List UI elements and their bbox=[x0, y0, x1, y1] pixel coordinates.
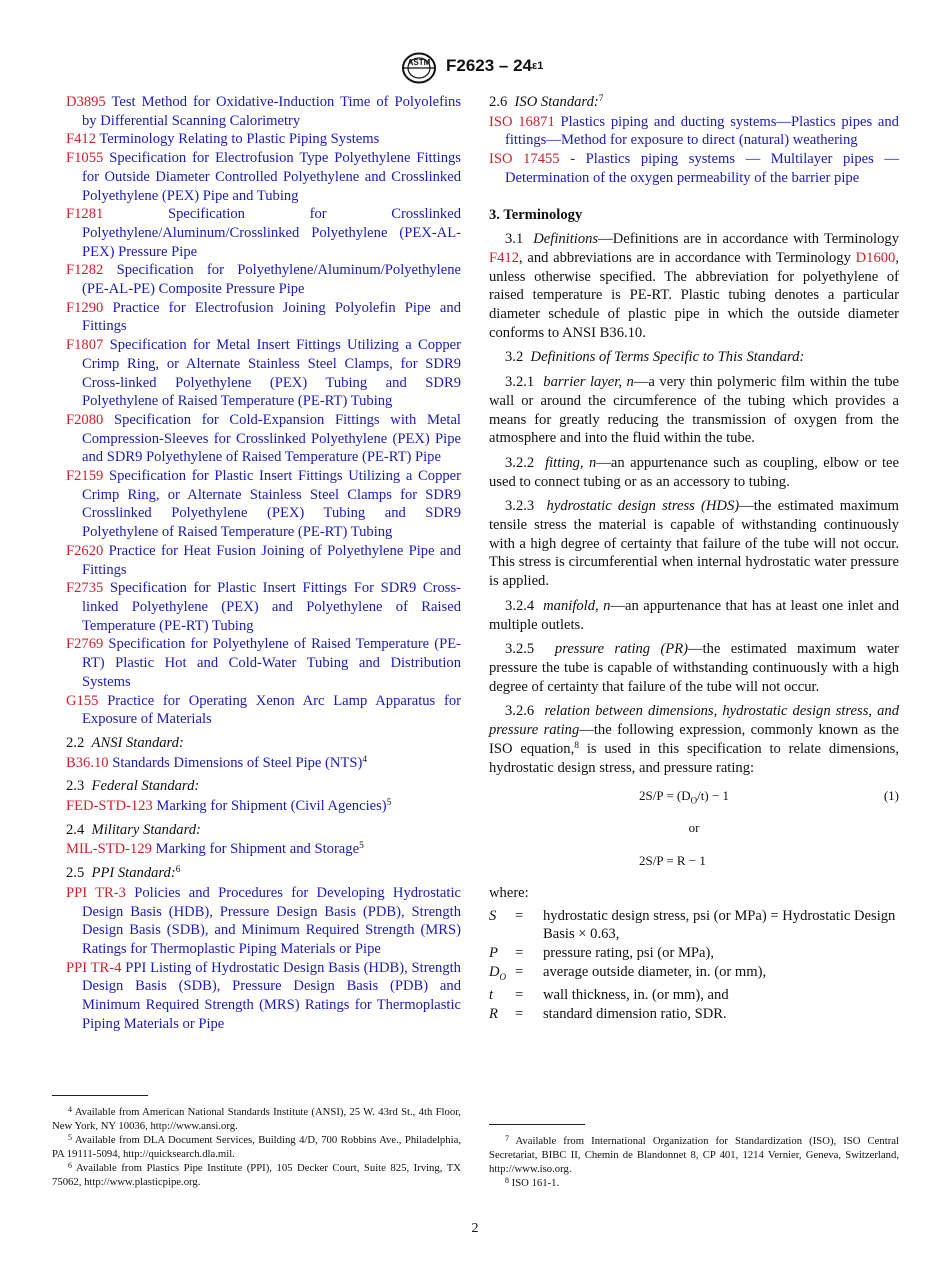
footnote bbox=[52, 1133, 461, 1161]
footnote-rule-right bbox=[489, 1124, 585, 1125]
variable-description: average outside diameter, in. (or mm), bbox=[543, 963, 767, 980]
footnote bbox=[489, 1134, 899, 1176]
paragraph-3-2-6: 3.2.6 relation between dimensions, hydrostatic design stress, and pressure rating—the following expression, commonly known as the ISO equation,$^8$ is used in this specification to relate dimensions, hydrostatic design stress, and pressure rating: bbox=[489, 703, 900, 776]
reference-item[interactable] bbox=[66, 261, 461, 298]
definition-text: —an appurtenance such as coupling, elbow or tee used to connect tubing or as an accessory to tubing. bbox=[489, 454, 899, 490]
reference-item[interactable] bbox=[66, 692, 461, 729]
footnote-number: 5 bbox=[68, 1133, 72, 1142]
variable-row bbox=[489, 986, 899, 1005]
footnote bbox=[52, 1161, 461, 1189]
reference-title: Practice for Heat Fusion Joining of Polyethylene Pipe and Fittings bbox=[82, 542, 461, 578]
reference-title: Practice for Electrofusion Joining Polyolefin Pipe and Fittings bbox=[82, 299, 461, 335]
reference-id: F1055 bbox=[66, 150, 104, 167]
reference-item[interactable]: B36.10 Standards Dimensions of Steel Pipe (NTS)$^4$ bbox=[66, 754, 368, 771]
variable-description: hydrostatic design stress, psi (or MPa) = Hydrostatic Design Basis × 0.63, bbox=[543, 907, 896, 943]
page-header bbox=[0, 50, 950, 84]
reference-id: F2620 bbox=[66, 542, 104, 559]
variable-symbol bbox=[489, 963, 515, 987]
reference-title: Specification for Cold-Expansion Fittings with Metal Compression-Sleeves for Crosslinked Polyethylene (PEX) Pipe and SDR9 Polyethylene of Raised Temperature (PE-RT) Pipe bbox=[82, 411, 461, 466]
reference-title: Terminology Relating to Plastic Piping Systems bbox=[99, 131, 380, 148]
reference-id: F2080 bbox=[66, 411, 104, 428]
page-number: 2 bbox=[471, 1221, 479, 1236]
reference-id: D3895 bbox=[66, 94, 106, 110]
reference-title: Practice for Operating Xenon Arc Lamp Apparatus for Exposure of Materials bbox=[82, 692, 461, 728]
reference-item[interactable]: PPI TR-4 PPI Listing of Hydrostatic Design Basis (HDB), Strength Design Basis (SDB), Pressure Design Basis (PDB) and Minimum Required Strength (MRS) Ratings for Thermoplastic Piping Materials or Pipe bbox=[66, 959, 461, 1032]
footnote-text: ISO 161-1. bbox=[511, 1177, 560, 1189]
reference-item[interactable] bbox=[66, 579, 461, 635]
definition-term: manifold, n bbox=[543, 597, 611, 614]
ansi-heading: 2.2 ANSI Standard: bbox=[66, 734, 184, 751]
right-column bbox=[489, 93, 899, 1024]
variable-description: wall thickness, in. (or mm), and bbox=[543, 987, 729, 1004]
footnotes-right bbox=[489, 1134, 899, 1190]
reference-id: F1282 bbox=[66, 262, 104, 279]
variable-row bbox=[489, 963, 899, 987]
paragraph-3-2: 3.2 Definitions of Terms Specific to This Standard: bbox=[505, 349, 805, 366]
logo-text: ASTM bbox=[407, 58, 431, 67]
reference-title: Test Method for Oxidative-Induction Time of Polyolefins by Differential Scanning Calorimetry bbox=[82, 94, 462, 129]
definition-number: 3.2.5 bbox=[505, 641, 535, 658]
footnote bbox=[489, 1176, 899, 1190]
reference-item[interactable] bbox=[66, 336, 461, 411]
footnote bbox=[52, 1105, 461, 1133]
reference-id: G155 bbox=[66, 692, 99, 709]
reference-title: Specification for Metal Insert Fittings Utilizing a Copper Crimp Ring, or Alternate Stainless Steel Clamps, for SDR9 Cross-linked Polyethylene (PEX) Tubing and SDR9 Polyethylene of Raised Temperature (PE-RT) Tubing bbox=[82, 337, 461, 410]
definition-number: 3.2.2 bbox=[505, 454, 535, 471]
reference-id: F1807 bbox=[66, 337, 104, 354]
reference-item[interactable] bbox=[66, 542, 461, 579]
footnote-rule-left bbox=[52, 1095, 148, 1096]
variable-letter: S bbox=[489, 907, 497, 924]
variable-letter: t bbox=[489, 987, 494, 1004]
reference-title: Specification for Polyethylene/Aluminum/Polyethylene (PE-AL-PE) Composite Pressure Pipe bbox=[82, 262, 461, 298]
variable-letter: P bbox=[489, 945, 498, 962]
footnote-text: Available from Plastics Pipe Institute (PPI), 105 Decker Court, Suite 825, Irving, TX 75062, http://www.plasticpipe.org. bbox=[52, 1162, 461, 1188]
variable-letter: R bbox=[489, 1006, 498, 1023]
variable-symbol bbox=[489, 986, 515, 1005]
reference-id: F2159 bbox=[66, 468, 104, 485]
definition-text: —the estimated maximum tensile stress the material is capable of withstanding continuously with a high degree of certainty that failure of the tube will not occur. This stress is circumferential when internal hydrostatic water pressure is applied. bbox=[489, 498, 899, 590]
iso-heading: 2.6 ISO Standard:$^7$ bbox=[489, 94, 604, 110]
definition-text: —the estimated maximum water pressure the tube is capable of withstanding continuously with a high degree of certainty that failure of the tube will not occur. bbox=[489, 641, 899, 695]
equation-1: $2S/P = (D_O/t) - 1$ (1) bbox=[639, 788, 899, 806]
equals-sign: = bbox=[515, 907, 524, 924]
footnote-text: Available from American National Standards Institute (ANSI), 25 W. 43rd St., 4th Floor, New York, NY 10036, http://www.ansi.org. bbox=[52, 1106, 461, 1132]
equals-sign: = bbox=[515, 945, 524, 962]
variable-symbol bbox=[489, 907, 515, 944]
variable-description: standard dimension ratio, SDR. bbox=[543, 1006, 727, 1023]
reference-item[interactable]: ISO 16871 Plastics piping and ducting systems—Plastics pipes and fittings—Method for exposure to direct (natural) weathering bbox=[489, 113, 899, 149]
reference-title: Specification for Polyethylene of Raised Temperature (PE-RT) Plastic Hot and Cold-Water Tubing and Distribution Systems bbox=[82, 636, 461, 690]
footnote-number: 6 bbox=[68, 1161, 72, 1170]
reference-item[interactable] bbox=[66, 467, 461, 542]
equation-or: or bbox=[688, 820, 700, 836]
reference-title: Specification for Plastic Insert Fittings Utilizing a Copper Crimp Ring, or Alternate Stainless Steel Clamps for SDR9 Crosslinked Polyethylene (PEX) Tubing and SDR9 Polyethylene of Raised Temperature (PE-RT) Tubing bbox=[82, 468, 461, 541]
footnote-number: 4 bbox=[68, 1105, 72, 1114]
reference-item[interactable]: MIL-STD-129 Marking for Shipment and Storage$^5$ bbox=[66, 841, 364, 858]
definition-number: 3.2.4 bbox=[505, 597, 535, 614]
paragraph-3-1: 3.1 Definitions—Definitions are in accordance with Terminology F412, and abbreviations are in accordance with Terminology D1600, unless otherwise specified. The abbreviation for polyethylene of raised temperature is PE-RT. Plastic tubing denotes a particular diameter schedule of plastic pipe in which the outside diameter conforms to ANSI B36.10. bbox=[489, 231, 900, 341]
definition-text: —a very thin polymeric film within the tube wall or around the circumference of the tubing which provides a means for greatly reducing the transmission of oxygen from the atmosphere and into the fluid within the tube. bbox=[489, 374, 899, 447]
variable-description: pressure rating, psi (or MPa), bbox=[543, 945, 715, 962]
reference-id: F1290 bbox=[66, 299, 104, 316]
variable-subscript: O bbox=[499, 971, 507, 982]
reference-item[interactable]: PPI TR-3 Policies and Procedures for Developing Hydrostatic Design Basis (HDB), Pressure Design Basis (PDB), Strength Design Basis (SDB), and Minimum Required Strength (MRS) Ratings for Thermoplastic Piping Materials or Pipe bbox=[66, 884, 461, 957]
definition-paragraph bbox=[489, 454, 899, 491]
footnote-number: 7 bbox=[505, 1134, 509, 1143]
reference-item[interactable] bbox=[66, 149, 461, 205]
where-label: where: bbox=[489, 884, 529, 901]
definition-number: 3.2.1 bbox=[505, 374, 535, 391]
link-f412[interactable]: F412 bbox=[489, 249, 520, 266]
footnote-text: Available from DLA Document Services, Building 4/D, 700 Robbins Ave., Philadelphia, PA 19111-5094, http://quicksearch.dla.mil. bbox=[52, 1134, 461, 1160]
federal-heading: 2.3 Federal Standard: bbox=[66, 778, 200, 795]
reference-id: F2769 bbox=[66, 636, 104, 653]
definition-paragraph bbox=[489, 373, 899, 448]
footnotes-left bbox=[52, 1105, 461, 1189]
referenced-documents-list bbox=[66, 93, 461, 729]
reference-title: Specification for Plastic Insert Fittings For SDR9 Cross-linked Polyethylene (PEX) and Polyethylene of Raised Temperature (PE-RT) Tubing bbox=[82, 580, 461, 634]
equation-2: 2S/P = R − 1 bbox=[639, 852, 706, 868]
reference-id: F1281 bbox=[66, 206, 104, 223]
reference-item[interactable]: ISO 17455 - Plastics piping systems — Multilayer pipes — Determination of the oxygen permeability of the barrier pipe bbox=[489, 151, 899, 186]
equals-sign: = bbox=[515, 1006, 524, 1023]
reference-item[interactable] bbox=[66, 299, 461, 336]
equals-sign: = bbox=[515, 963, 524, 980]
variable-letter: D bbox=[489, 963, 500, 980]
link-d1600[interactable]: D1600 bbox=[855, 249, 896, 266]
definition-term: fitting, n bbox=[545, 454, 597, 471]
definition-text: —an appurtenance that has at least one inlet and multiple outlets. bbox=[489, 597, 900, 633]
variable-list bbox=[489, 907, 899, 1024]
definition-paragraph bbox=[489, 597, 899, 634]
variable-row bbox=[489, 944, 899, 963]
definition-term: pressure rating (PR) bbox=[554, 641, 688, 658]
definition-number: 3.2.3 bbox=[505, 498, 535, 515]
definitions-list bbox=[489, 373, 899, 696]
reference-title: Specification for Electrofusion Type Polyethylene Fittings for Outside Diameter Controlled Polyethylene and Crosslinked Polyethylene (PEX) Pipe and Tubing bbox=[82, 150, 461, 204]
reference-item[interactable] bbox=[66, 635, 461, 691]
equals-sign: = bbox=[515, 987, 524, 1004]
definition-paragraph bbox=[489, 640, 899, 696]
reference-item[interactable] bbox=[66, 205, 461, 261]
reference-id: F2735 bbox=[66, 580, 104, 597]
reference-id: F412 bbox=[66, 131, 97, 148]
variable-symbol bbox=[489, 1005, 515, 1024]
ppi-heading: 2.5 PPI Standard:$^6$ bbox=[66, 865, 181, 882]
footnote-text: Available from International Organization for Standardization (ISO), ISO Central Secretariat, BIBC II, Chemin de Blandonnet 8, CP 401, 1214 Vernier, Geneva, Switzerland, http://www.iso.org. bbox=[489, 1135, 899, 1175]
astm-logo-icon bbox=[401, 52, 437, 84]
reference-item[interactable] bbox=[66, 93, 461, 130]
footnote-number: 8 bbox=[505, 1176, 509, 1185]
variable-row bbox=[489, 907, 899, 944]
variable-row bbox=[489, 1005, 899, 1024]
reference-title: Specification for Crosslinked Polyethylene/Aluminum/Crosslinked Polyethylene (PEX-AL-PEX) Pressure Pipe bbox=[82, 206, 461, 260]
document-designation: $F2623 - 24^{\varepsilon 1}$ bbox=[446, 56, 544, 75]
reference-item[interactable]: FED-STD-123 Marking for Shipment (Civil Agencies)$^5$ bbox=[66, 798, 392, 815]
definition-paragraph bbox=[489, 497, 899, 591]
definition-term: hydrostatic design stress (HDS) bbox=[546, 498, 740, 515]
military-heading: 2.4 Military Standard: bbox=[66, 821, 201, 838]
left-column bbox=[66, 93, 461, 1033]
reference-item[interactable] bbox=[66, 411, 461, 467]
definition-term: barrier layer, n bbox=[543, 374, 634, 391]
section-heading: 3. Terminology bbox=[489, 206, 583, 223]
reference-item[interactable] bbox=[66, 130, 461, 149]
variable-symbol bbox=[489, 944, 515, 963]
